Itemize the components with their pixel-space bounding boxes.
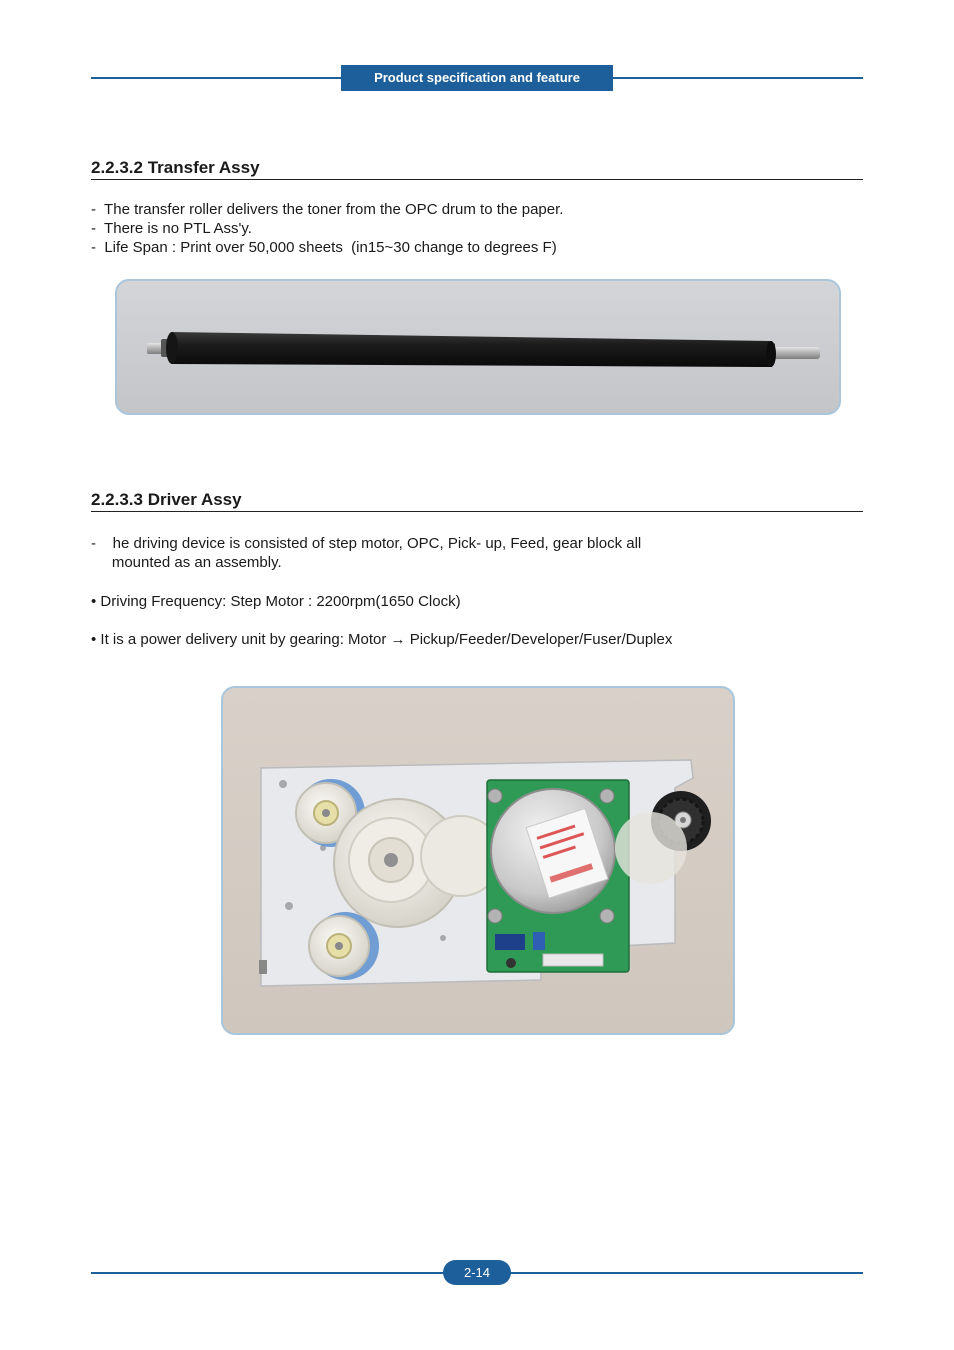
driver-bullet-frequency: • Driving Frequency: Step Motor : 2200rpm(1650 Clock) bbox=[91, 593, 461, 610]
section-driver-heading: 2.2.3.3 Driver Assy bbox=[91, 490, 863, 512]
header-title: Product specification and feature bbox=[341, 65, 613, 91]
driver-bullet-power: • It is a power delivery unit by gearing: Motor → Pickup/Feeder/Developer/Fuser/Duplex bbox=[91, 631, 673, 648]
page-number: 2-14 bbox=[443, 1260, 511, 1285]
transfer-line-2: - There is no PTL Ass'y. bbox=[91, 220, 252, 237]
transfer-line-1: - The transfer roller delivers the toner from the OPC drum to the paper. bbox=[91, 201, 564, 218]
transfer-roller-photo bbox=[115, 279, 841, 415]
section-transfer-heading: 2.2.3.2 Transfer Assy bbox=[91, 158, 863, 180]
transfer-line-3: - Life Span : Print over 50,000 sheets (in15~30 change to degrees F) bbox=[91, 239, 557, 256]
driver-line-1: - he driving device is consisted of step motor, OPC, Pick- up, Feed, gear block all bbox=[91, 535, 642, 552]
driver-line-2: mounted as an assembly. bbox=[91, 554, 282, 571]
driver-assy-photo bbox=[221, 686, 735, 1035]
